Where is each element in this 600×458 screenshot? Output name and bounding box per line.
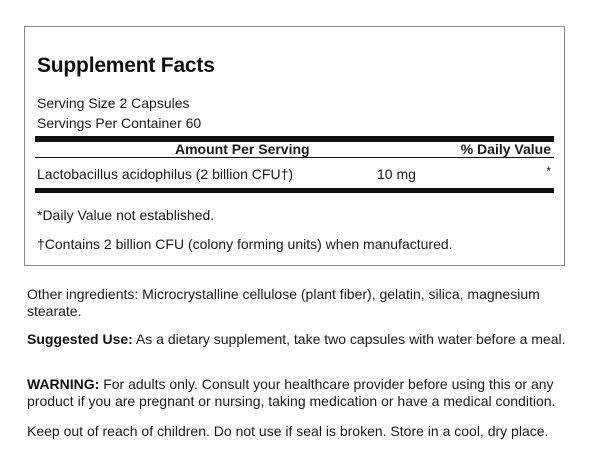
thin-divider	[35, 157, 554, 158]
ingredient-name: Lactobacillus acidophilus (2 billion CFU†)	[37, 166, 294, 182]
supplement-facts-panel	[24, 26, 565, 266]
suggested-use	[27, 331, 575, 348]
servings-per-container: Servings Per Container 60	[37, 115, 202, 131]
ingredient-daily-value: *	[546, 164, 551, 178]
warning-text: For adults only. Consult your healthcare provider before using this or any product if you are pregnant or nursing, taking medication or have a medical condition.	[27, 376, 556, 409]
panel-title: Supplement Facts	[37, 54, 215, 77]
footnote-cfu: †Contains 2 billion CFU (colony forming units) when manufactured.	[37, 236, 453, 252]
warning-label: WARNING:	[27, 376, 100, 392]
amount-per-serving-header: Amount Per Serving	[175, 141, 310, 157]
serving-size: Serving Size 2 Capsules	[37, 95, 190, 111]
footnote-daily-value: *Daily Value not established.	[37, 207, 215, 223]
suggested-use-label: Suggested Use:	[27, 331, 133, 347]
suggested-use-text: As a dietary supplement, take two capsules with water before a meal.	[132, 331, 566, 347]
storage-instructions: Keep out of reach of children. Do not use if seal is broken. Store in a cool, dry place.	[27, 423, 549, 439]
other-ingredients: Other ingredients: Microcrystalline cellulose (plant fiber), gelatin, silica, magnesium stearate.	[27, 286, 540, 319]
thick-divider-bottom	[35, 188, 554, 193]
warning	[27, 376, 575, 410]
daily-value-header: % Daily Value	[460, 141, 551, 157]
ingredient-amount: 10 mg	[377, 166, 416, 182]
